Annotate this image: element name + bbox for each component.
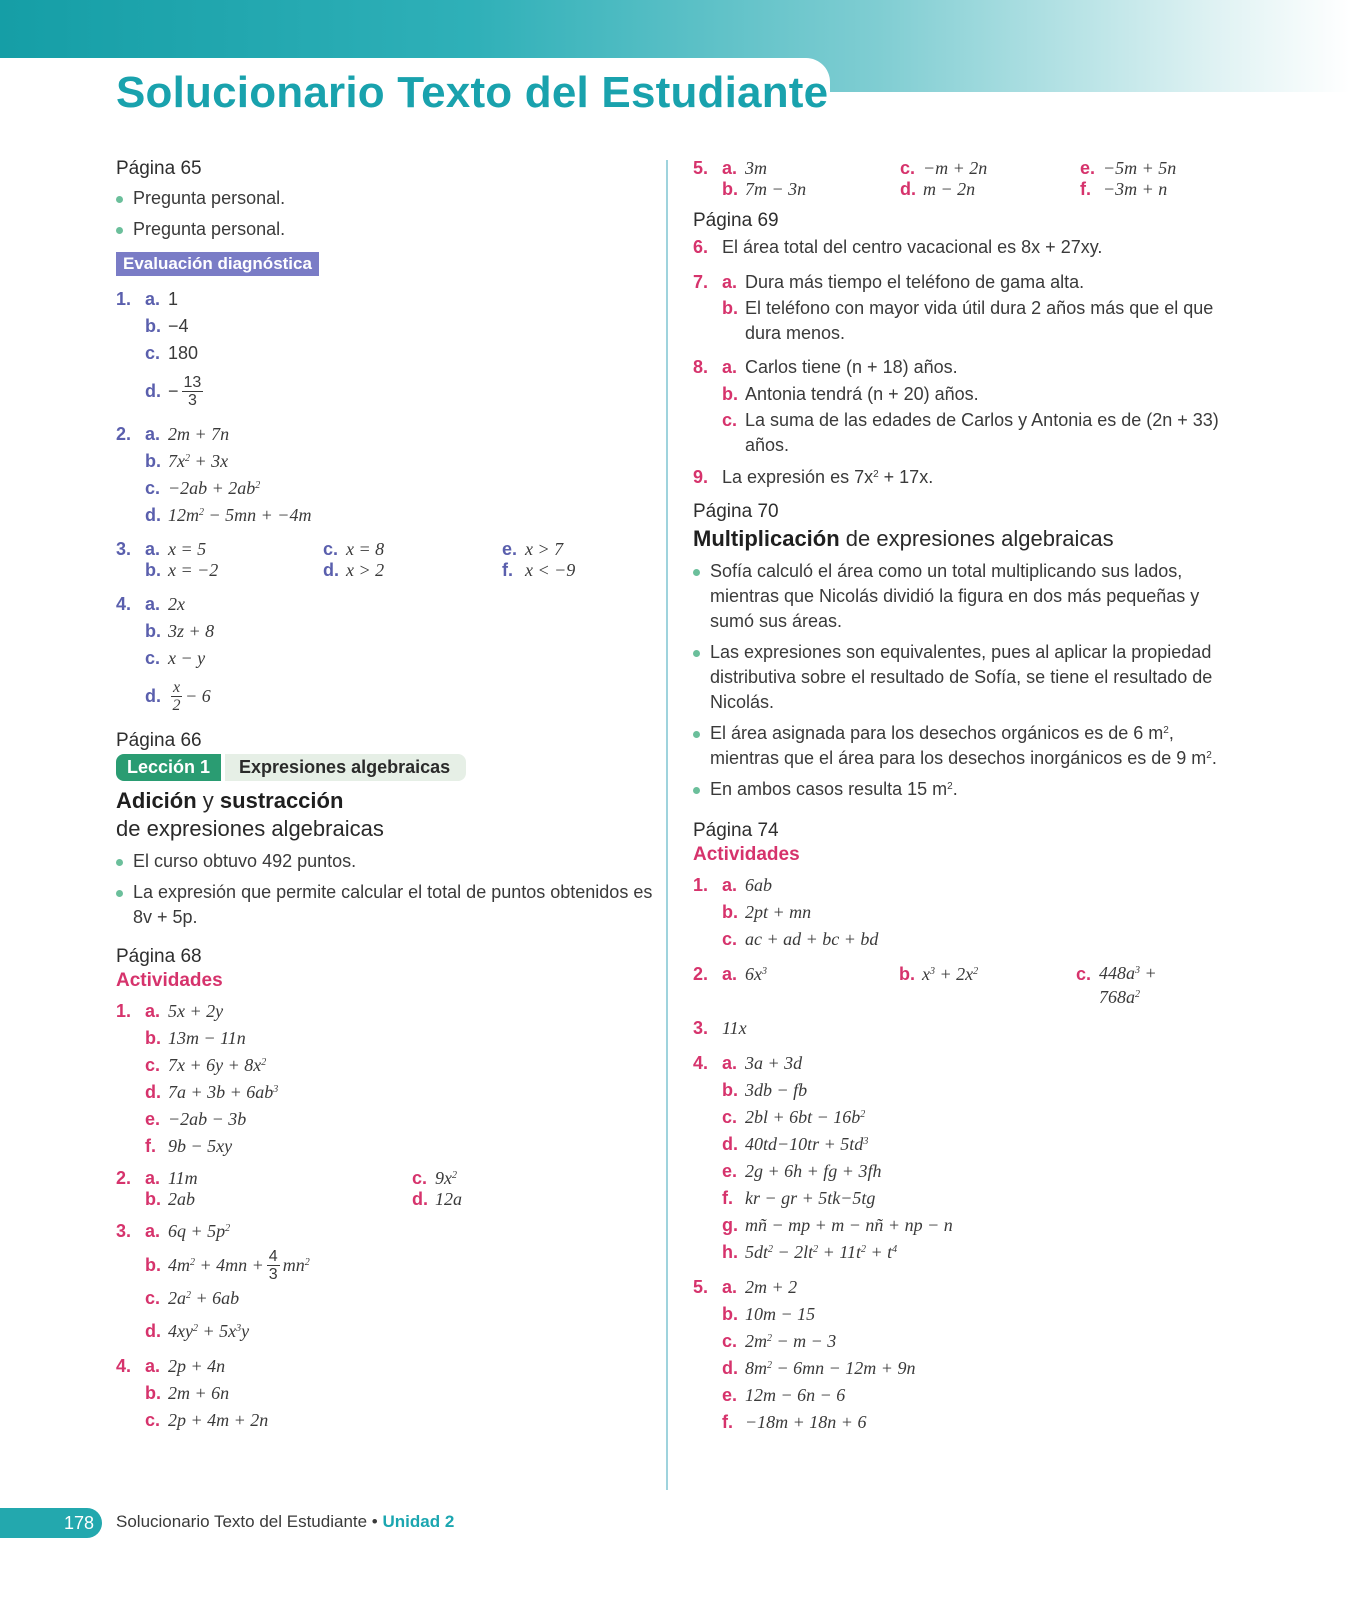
section-heading: Adición y sustracción — [116, 788, 344, 813]
diag-q1: 1. a. 1 b. −4 c. 180 d. − $\frac{13}{3}$ — [116, 289, 202, 409]
r-q3: 3. 11x — [693, 1018, 747, 1038]
q9: 9. La expresión es $7x^2 + 17x$. — [693, 467, 934, 487]
page-68-label: Página 68 — [116, 946, 202, 967]
footer-text: Solucionario Texto del Estudiante • Unidad 2 — [116, 1512, 455, 1531]
act-q2: 2. a. 11m c. $9x^2$ b. 2ab d. 12a — [116, 1168, 462, 1209]
page-number: 178 — [64, 1513, 95, 1533]
r-q4: 4. a. 3a + 3d b. 3db − fb c. $2bl + 6bt - 16b^2$ d. $40td-10tr + 5td^3$ e. 2g + 6h + fg + 3fh f. kr − gr + 5tk−5tg g. mñ − mp + m − nñ + np − n h. $5dt^2 - 2lt^2 + 11t^2 + t^4$ — [693, 1053, 953, 1262]
section-heading: Multiplicación de expresiones algebraicas — [693, 526, 1114, 551]
r-q2: 2. a. $6x^3$ b. $x^3 + 2x^2$ c. $448a^3$ + $768a^2$ — [693, 963, 1157, 1007]
q7: 7. a. Dura más tiempo el teléfono de gama alta. b. El teléfono con mayor vida útil dura 2 años más que el que dura menos. — [693, 272, 1214, 343]
left-column — [116, 158, 656, 1434]
section-heading-line2: de expresiones algebraicas — [116, 816, 384, 841]
column-divider — [666, 160, 668, 1490]
bullet: Las expresiones son equivalentes, pues al aplicar la propiedad distributiva sobre el resultado de Sofía, se tiene el resultado de Nicolás. — [693, 640, 1233, 715]
bullet: La expresión que permite calcular el total de puntos obtenidos es 8v + 5p. — [116, 880, 656, 930]
fraction: $\frac{x}{2}$ — [172, 678, 181, 714]
page-title: Solucionario Texto del Estudiante — [116, 68, 829, 117]
actividades-heading: Actividades — [693, 844, 800, 865]
r-q5: 5. a. 2m + 2 b. 10m − 15 c. $2m^2 - m - 3$ d. $8m^2 - 6mn - 12m + 9n$ e. 12m − 6n − 6 f. −18m + 18n + 6 — [693, 1277, 916, 1432]
actividades-heading: Actividades — [116, 970, 223, 991]
act-q3: 3. a. $6q + 5p^2$ b. $4m^2 + 4mn$ + $\frac{4}{3}$ $mn^2$ c. $2a^2 + 6ab$ d. $4xy^2 + 5x^3y$ — [116, 1221, 310, 1341]
lesson-banner: Lección 1 Expresiones algebraicas — [116, 754, 656, 781]
diag-q4: 4. a. 2x b. 3z + 8 c. x − y d. $\frac{x}{2}$ − 6 — [116, 594, 215, 714]
bullet: El curso obtuvo 492 puntos. — [116, 849, 656, 874]
act-q4: 4. a. 2p + 4n b. 2m + 6n c. 2p + 4m + 2n — [116, 1356, 269, 1430]
page-74-label: Página 74 — [693, 820, 779, 841]
diag-q2: 2. a. 2m + 7n b. $7x^2 + 3x$ c. $-2ab + 2ab^2$ d. $12m^2 - 5mn + -4m$ — [116, 424, 312, 525]
act-q1: 1. a. 5x + 2y b. 13m − 11n c. $7x + 6y + 8x^2$ d. $7a + 3b + 6ab^3$ e. −2ab − 3b f. 9b − 5xy — [116, 1001, 279, 1156]
bullet: El área asignada para los desechos orgánicos es de 6 $m^2$, mientras que el área para los desechos inorgánicos es de 9 $m^2$. — [693, 721, 1233, 771]
page-70-label: Página 70 — [693, 501, 779, 522]
diag-q3: 3. a. x = 5 c. x = 8 e. x > 7 b. x = −2 d. x > 2 f. x < −9 — [116, 539, 576, 580]
page-65-label: Página 65 — [116, 158, 202, 179]
page-69-label: Página 69 — [693, 210, 779, 231]
bullet: En ambos casos resulta 15 $m^2$. — [693, 777, 1233, 802]
fraction: $\frac{4}{3}$ — [268, 1247, 278, 1283]
right-column — [693, 158, 1233, 1436]
bullet: Pregunta personal. — [116, 217, 656, 242]
q5: 5. a. 3m c. −m + 2n e. −5m + 5n b. 7m − 3n d. m − 2n f. −3m + n — [693, 158, 1177, 199]
fraction: $\frac{13}{3}$ — [183, 373, 202, 409]
bullet: Pregunta personal. — [116, 186, 656, 211]
q6: 6. El área total del centro vacacional es 8x + 27xy. — [693, 237, 1103, 257]
q8: 8. a. Carlos tiene (n + 18) años. b. Antonia tendrá (n + 20) años. c. La suma de las edades de Carlos y Antonia es de (2n + 33) años. — [693, 357, 1219, 455]
page-66-label: Página 66 — [116, 730, 202, 751]
r-q1: 1. a. 6ab b. 2pt + mn c. ac + ad + bc + bd — [693, 875, 879, 949]
bullet: Sofía calculó el área como un total multiplicando sus lados, mientras que Nicolás dividió la figura en dos más pequeñas y sumó sus áreas. — [693, 559, 1233, 634]
evaluacion-badge: Evaluación diagnóstica — [116, 252, 319, 276]
